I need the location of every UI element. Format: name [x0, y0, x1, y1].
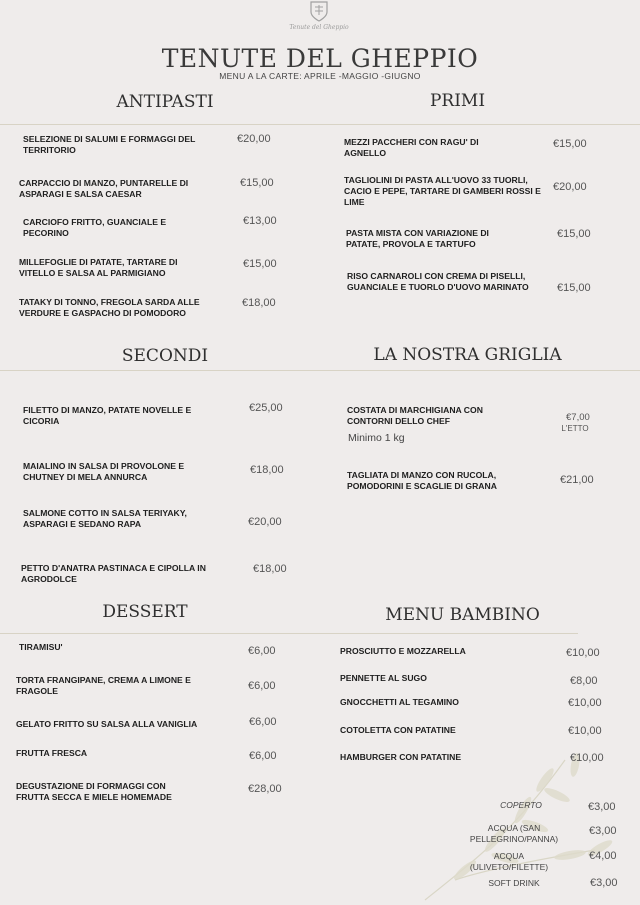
menu-item-price: €15,00	[557, 228, 591, 240]
secondi-heading: SECONDI	[121, 346, 209, 366]
antipasti-heading: ANTIPASTI	[116, 92, 214, 112]
menu-item-price: €28,00	[248, 783, 282, 795]
menu-item-name: TIRAMISU'	[19, 642, 63, 652]
crest-icon	[309, 0, 329, 22]
menu-item-price: €20,00	[553, 181, 587, 193]
menu-item-name: MEZZI PACCHERI CON RAGU' DI AGNELLO	[344, 137, 479, 158]
divider-secondi	[0, 370, 640, 371]
menu-item-note: Minimo 1 kg	[348, 432, 405, 444]
extra-label-soft-drink: SOFT DRINK	[488, 878, 540, 888]
primi-heading: PRIMI	[429, 91, 486, 111]
menu-item-price: €20,00	[237, 133, 271, 145]
menu-item-name: COSTATA DI MARCHIGIANA CON CONTORNI DELLO CHEF	[347, 405, 483, 426]
menu-item-price: €10,00	[566, 647, 600, 659]
logo-text: Tenute del Gheppio	[289, 24, 349, 31]
menu-item-name: TORTA FRANGIPANE, CREMA A LIMONE E FRAGOLE	[16, 675, 191, 696]
menu-item-price: €18,00	[242, 297, 276, 309]
menu-item-name: MAIALINO IN SALSA DI PROVOLONE E CHUTNEY DI MELA ANNURCA	[23, 461, 185, 482]
menu-item-price: €21,00	[560, 474, 594, 486]
menu-item-name: PROSCIUTTO E MOZZARELLA	[340, 646, 466, 656]
extra-price: €4,00	[589, 850, 617, 862]
menu-item-name: FILETTO DI MANZO, PATATE NOVELLE E CICORIA	[23, 405, 192, 426]
menu-item-price: €20,00	[248, 516, 282, 528]
divider-antipasti	[0, 124, 640, 125]
menu-item-name: TAGLIATA DI MANZO CON RUCOLA, POMODORINI E SCAGLIE DI GRANA	[347, 470, 497, 491]
menu-item-name: GELATO FRITTO SU SALSA ALLA VANIGLIA	[16, 719, 198, 729]
menu-item-price: €15,00	[240, 177, 274, 189]
menu-item-price: €6,00	[248, 645, 276, 657]
menu-item-name: CARPACCIO DI MANZO, PUNTARELLE DI ASPARAGI E SALSA CAESAR	[19, 178, 189, 199]
menu-item-price: €10,00	[570, 752, 604, 764]
griglia-heading: LA NOSTRA GRIGLIA	[373, 345, 562, 365]
menu-item-price: €13,00	[243, 215, 277, 227]
menu-item-name: PETTO D'ANATRA PASTINACA E CIPOLLA IN AGRODOLCE	[21, 563, 206, 584]
menu-item-price: €10,00	[568, 697, 602, 709]
page-title: TENUTE DEL GHEPPIO	[161, 44, 479, 73]
extra-label-acqua-2: ACQUA (ULIVETO/FILETTE)	[469, 851, 549, 872]
menu-item-name: PENNETTE AL SUGO	[340, 673, 427, 683]
extra-price: €3,00	[588, 801, 616, 813]
extra-price: €3,00	[590, 877, 618, 889]
menu-item-price: €7,00	[566, 412, 590, 423]
extra-price: €3,00	[589, 825, 617, 837]
menu-item-name: SALMONE COTTO IN SALSA TERIYAKY, ASPARAGI E SEDANO RAPA	[23, 508, 187, 529]
menu-item-name: HAMBURGER CON PATATINE	[340, 752, 462, 762]
menu-item-price: €15,00	[553, 138, 587, 150]
menu-item-price: €18,00	[250, 464, 284, 476]
menu-item-price: €18,00	[253, 563, 287, 575]
menu-item-name: DEGUSTAZIONE DI FORMAGGI CON FRUTTA SECCA E MIELE HOMEMADE	[16, 781, 172, 802]
extra-label-coperto: COPERTO	[500, 800, 542, 810]
logo	[289, 0, 349, 38]
extra-label-acqua-1: ACQUA (SAN PELLEGRINO/PANNA)	[469, 823, 559, 844]
menu-item-price: €6,00	[249, 716, 277, 728]
page-subtitle: MENU A LA CARTE: APRILE -MAGGIO -GIUGNO	[219, 71, 421, 81]
menu-item-name: GNOCCHETTI AL TEGAMINO	[340, 697, 459, 707]
menu-item-price: €15,00	[557, 282, 591, 294]
menu-item-price: €6,00	[249, 750, 277, 762]
price-unit: L'ETTO	[561, 424, 589, 433]
menu-item-name: SELEZIONE DI SALUMI E FORMAGGI DEL TERRITORIO	[23, 134, 196, 155]
menu-item-name: COTOLETTA CON PATATINE	[340, 725, 456, 735]
menu-item-price: €10,00	[568, 725, 602, 737]
dessert-heading: DESSERT	[102, 602, 188, 622]
menu-item-name: CARCIOFO FRITTO, GUANCIALE E PECORINO	[23, 217, 167, 238]
menu-item-name: RISO CARNAROLI CON CREMA DI PISELLI, GUANCIALE E TUORLO D'UOVO MARINATO	[347, 271, 529, 292]
divider-dessert	[0, 633, 578, 634]
menu-item-price: €25,00	[249, 402, 283, 414]
menu-item-price: €6,00	[248, 680, 276, 692]
menu-item-name: MILLEFOGLIE DI PATATE, TARTARE DI VITELLO E SALSA AL PARMIGIANO	[19, 257, 178, 278]
menu-item-name: PASTA MISTA CON VARIAZIONE DI PATATE, PROVOLA E TARTUFO	[346, 228, 489, 249]
menu-item-name: TAGLIOLINI DI PASTA ALL'UOVO 33 TUORLI, CACIO E PEPE, TARTARE DI GAMBERI ROSSI E LIME	[344, 175, 541, 207]
menu-item-price: €15,00	[243, 258, 277, 270]
bambino-heading: MENU BAMBINO	[385, 605, 540, 625]
menu-item-name: TATAKY DI TONNO, FREGOLA SARDA ALLE VERDURE E GASPACHO DI POMODORO	[19, 297, 200, 318]
menu-item-price: €8,00	[570, 675, 598, 687]
menu-item-name: FRUTTA FRESCA	[16, 748, 88, 758]
